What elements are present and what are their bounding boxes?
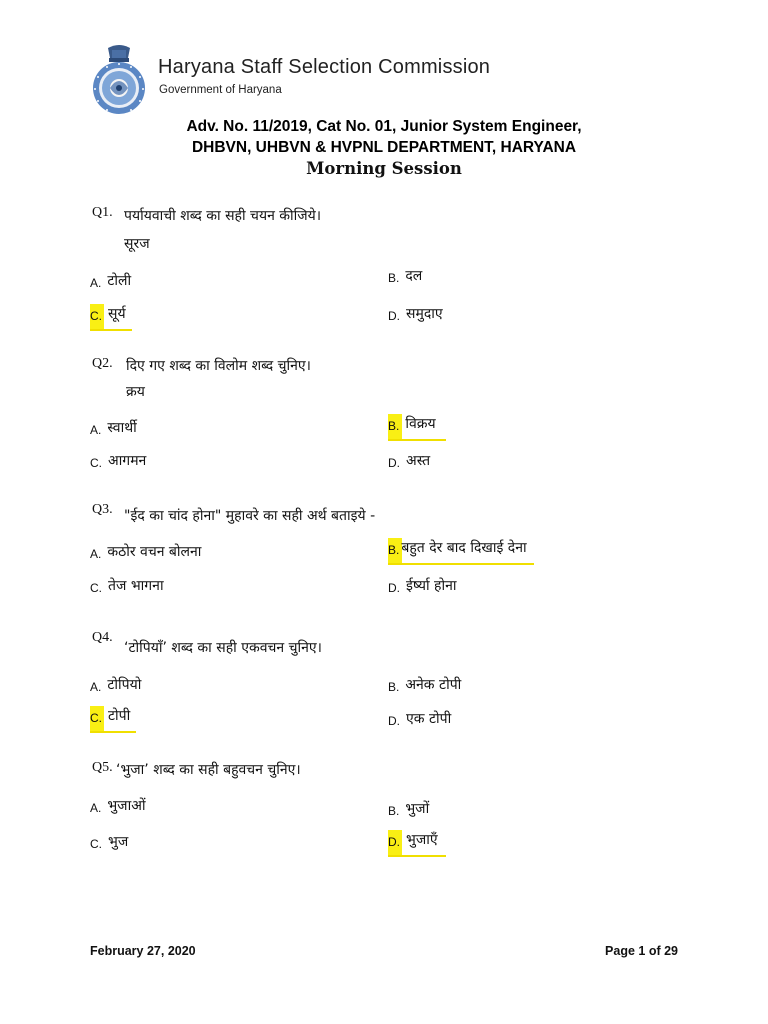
option-letter: D.	[388, 581, 400, 595]
option-b-correct[interactable]	[388, 538, 527, 564]
option-text: बहुत देर बाद दिखाई देना	[401, 540, 527, 556]
option-text: भुजों	[405, 801, 430, 817]
option-a[interactable]	[90, 796, 146, 822]
page-number: Page 1 of 29	[605, 944, 678, 958]
option-letter: A.	[90, 801, 102, 815]
option-letter: A.	[90, 680, 102, 694]
option-text: भुजाओं	[107, 798, 146, 814]
option-b[interactable]	[388, 799, 429, 825]
question-number: Q1.	[92, 205, 113, 220]
option-letter: A.	[90, 276, 102, 290]
advertisement-line-2: DHBVN, UHBVN & HVPNL DEPARTMENT, HARYANA	[191, 139, 577, 156]
question-number: Q4.	[92, 630, 113, 645]
option-text: भुज	[108, 834, 129, 850]
option-a[interactable]	[90, 542, 201, 568]
option-d-correct[interactable]	[388, 830, 438, 856]
option-b-correct[interactable]	[388, 414, 436, 440]
correct-answer-underline	[388, 855, 446, 857]
hssc-emblem-logo	[90, 44, 148, 116]
option-letter: B.	[388, 804, 400, 818]
option-letter: D.	[388, 714, 400, 728]
option-c-correct[interactable]	[90, 304, 126, 330]
option-letter: B.	[388, 271, 400, 285]
footer-date: February 27, 2020	[90, 944, 196, 958]
option-letter: A.	[90, 547, 102, 561]
question-subject-word: सूरज	[124, 236, 150, 252]
option-text: एक टोपी	[406, 711, 452, 727]
option-d[interactable]	[388, 451, 430, 477]
option-text: अनेक टोपी	[405, 677, 462, 693]
organization-name: Haryana Staff Selection Commission	[158, 56, 491, 78]
option-letter: D.	[388, 835, 400, 849]
option-letter: A.	[90, 423, 102, 437]
question-text: दिए गए शब्द का विलोम शब्द चुनिए।	[126, 358, 311, 374]
option-a[interactable]	[90, 418, 137, 444]
correct-answer-underline	[90, 329, 132, 331]
correct-answer-underline	[90, 731, 136, 733]
option-a[interactable]	[90, 675, 141, 701]
option-letter: D.	[388, 456, 400, 470]
question-text: पर्यायवाची शब्द का सही चयन कीजिये।	[124, 208, 322, 224]
question-text: ‘भुजा’ शब्द का सही बहुवचन चुनिए।	[116, 762, 301, 778]
correct-answer-underline	[388, 439, 446, 441]
option-letter: B.	[388, 543, 400, 557]
option-text: ईर्ष्या होना	[406, 578, 457, 594]
option-letter: C.	[90, 837, 102, 851]
option-text: भुजाएँ	[406, 832, 438, 848]
option-c[interactable]	[90, 832, 128, 858]
option-text: दल	[405, 268, 423, 284]
option-text: अस्त	[406, 453, 431, 469]
option-text: समुदाए	[406, 306, 443, 322]
option-c[interactable]	[90, 576, 164, 602]
organization-subtitle: Government of Haryana	[159, 84, 282, 96]
question-number: Q2.	[92, 356, 113, 371]
option-d[interactable]	[388, 709, 451, 735]
question-text: "ईद का चांद होना" मुहावरे का सही अर्थ बताइये -	[124, 508, 376, 524]
question-text: ‘टोपियाँ’ शब्द का सही एकवचन चुनिए।	[124, 640, 322, 656]
question-number: Q3.	[92, 502, 113, 517]
option-text: टोली	[107, 273, 132, 289]
option-text: टोपियो	[107, 677, 142, 693]
option-b[interactable]	[388, 675, 461, 701]
option-c-correct[interactable]	[90, 706, 130, 732]
correct-answer-underline	[388, 563, 534, 565]
option-c[interactable]	[90, 451, 146, 477]
option-text: आगमन	[108, 453, 147, 469]
option-text: तेज भागना	[108, 578, 164, 594]
question-number: Q5.	[92, 760, 113, 775]
advertisement-line-1: Adv. No. 11/2019, Cat No. 01, Junior System Engineer,	[186, 118, 582, 135]
session-title: Morning Session	[306, 159, 462, 178]
option-text: टोपी	[108, 708, 131, 724]
option-letter: D.	[388, 309, 400, 323]
option-text: स्वार्थी	[107, 420, 137, 436]
option-letter: C.	[90, 711, 102, 725]
option-letter: C.	[90, 309, 102, 323]
option-text: सूर्य	[108, 306, 126, 322]
option-a[interactable]	[90, 271, 131, 297]
option-d[interactable]	[388, 304, 443, 330]
option-letter: B.	[388, 680, 400, 694]
option-text: कठोर वचन बोलना	[107, 544, 202, 560]
option-d[interactable]	[388, 576, 457, 602]
option-letter: B.	[388, 419, 400, 433]
question-subject-word: क्रय	[126, 384, 145, 400]
option-letter: C.	[90, 456, 102, 470]
option-letter: C.	[90, 581, 102, 595]
option-b[interactable]	[388, 266, 422, 292]
option-text: विक्रय	[405, 416, 436, 432]
